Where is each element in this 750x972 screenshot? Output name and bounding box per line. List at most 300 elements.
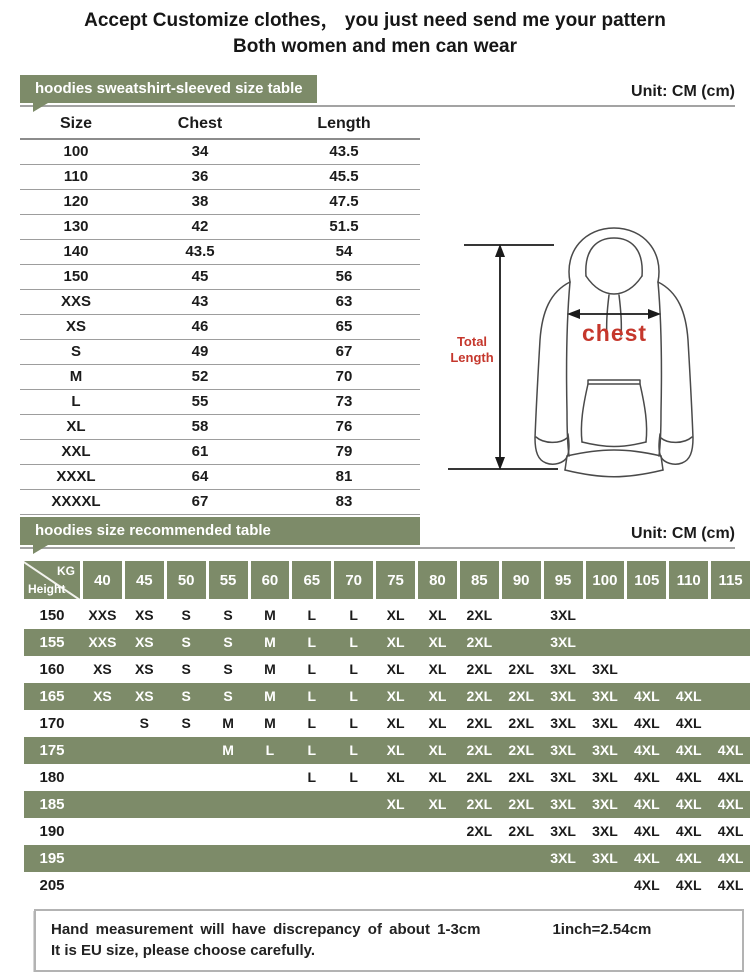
matrix-size-cell: 3XL <box>550 850 576 866</box>
matrix-size-cell: M <box>264 661 276 677</box>
size-table-cell: 130 <box>20 215 132 240</box>
matrix-size-cell: 3XL <box>550 661 576 677</box>
matrix-size-cell <box>292 818 331 845</box>
matrix-size-cell: XL <box>428 796 447 812</box>
top-note <box>0 0 750 60</box>
matrix-row-180 <box>24 764 750 791</box>
size-table-cell: 34 <box>132 139 268 165</box>
matrix-size-cell <box>292 791 331 818</box>
matrix-size-cell: L <box>349 769 358 785</box>
matrix-size-cell: 2XL <box>508 661 535 677</box>
footnote-box <box>34 909 744 972</box>
height-row-label: 195 <box>39 850 65 867</box>
matrix-size-cell: XL <box>386 715 405 731</box>
size-table-column-header: Chest <box>132 112 268 139</box>
height-row-label: 170 <box>39 715 65 732</box>
size-table-cell: 63 <box>268 290 420 315</box>
matrix-size-cell: L <box>349 715 358 731</box>
matrix-size-cell: 2XL <box>466 661 493 677</box>
matrix-size-cell: 4XL <box>675 742 702 758</box>
size-table-cell: S <box>20 340 132 365</box>
matrix-size-cell: 3XL <box>550 607 576 623</box>
matrix-size-cell <box>167 791 206 818</box>
height-row-label: 190 <box>39 823 65 840</box>
size-recommend-matrix <box>24 561 750 899</box>
matrix-size-cell <box>669 629 708 656</box>
matrix-size-cell: M <box>264 607 276 623</box>
matrix-size-cell <box>167 737 206 764</box>
matrix-size-cell: XS <box>134 688 154 704</box>
size-table-cell: XXXL <box>20 465 132 490</box>
matrix-size-cell: XL <box>386 742 405 758</box>
corner-height-label: Height <box>28 582 66 596</box>
matrix-size-cell <box>376 845 415 872</box>
matrix-size-cell: XL <box>386 688 405 704</box>
matrix-size-cell <box>586 629 625 656</box>
matrix-size-cell: XS <box>134 607 154 623</box>
matrix-size-cell: 3XL <box>550 823 576 839</box>
matrix-size-cell: 4XL <box>633 877 660 893</box>
kg-column-header: 45 <box>125 561 164 599</box>
matrix-size-cell: 4XL <box>717 823 744 839</box>
size-table-cell: 43.5 <box>268 139 420 165</box>
matrix-row-155 <box>24 629 750 656</box>
matrix-size-cell: L <box>349 661 358 677</box>
matrix-size-cell: 2XL <box>508 688 535 704</box>
section1-banner <box>20 75 317 103</box>
size-table-row <box>20 490 420 515</box>
size-table-row <box>20 290 420 315</box>
size-table-header-row <box>20 112 420 139</box>
matrix-size-cell <box>334 845 373 872</box>
matrix-header-row <box>24 561 750 599</box>
size-table-row <box>20 139 420 165</box>
matrix-size-cell <box>125 764 164 791</box>
size-table-cell: 43.5 <box>132 240 268 265</box>
matrix-size-cell: 4XL <box>675 850 702 866</box>
matrix-size-cell: 4XL <box>717 877 744 893</box>
matrix-size-cell <box>125 818 164 845</box>
height-row-label: 155 <box>39 634 65 651</box>
size-table-cell: 83 <box>268 490 420 515</box>
matrix-size-cell: XL <box>386 769 405 785</box>
matrix-size-cell <box>83 872 122 899</box>
matrix-size-cell: L <box>307 715 317 731</box>
size-table-cell: 150 <box>20 265 132 290</box>
matrix-size-cell <box>418 872 457 899</box>
matrix-size-cell <box>711 629 750 656</box>
matrix-row-170 <box>24 710 750 737</box>
size-table-cell: 110 <box>20 165 132 190</box>
size-table-row <box>20 340 420 365</box>
footnote-line-1 <box>51 919 732 940</box>
matrix-size-cell <box>83 710 122 737</box>
size-table-cell: 73 <box>268 390 420 415</box>
matrix-size-cell <box>167 845 206 872</box>
matrix-size-cell: L <box>307 634 317 650</box>
matrix-size-cell: 2XL <box>466 634 493 650</box>
matrix-size-cell <box>460 872 499 899</box>
matrix-size-cell: L <box>349 634 358 650</box>
size-table-cell: XXL <box>20 440 132 465</box>
matrix-row-165 <box>24 683 750 710</box>
size-table-cell: 42 <box>132 215 268 240</box>
matrix-size-cell: XL <box>386 661 405 677</box>
size-table-cell: 49 <box>132 340 268 365</box>
matrix-row-205 <box>24 872 750 899</box>
size-table-row <box>20 440 420 465</box>
matrix-size-cell: 2XL <box>508 823 535 839</box>
size-table-row <box>20 365 420 390</box>
matrix-size-cell <box>711 602 750 629</box>
matrix-size-cell <box>83 764 122 791</box>
kg-column-header: 50 <box>167 561 206 599</box>
matrix-size-cell: 2XL <box>508 796 535 812</box>
matrix-size-cell <box>376 818 415 845</box>
size-table-cell: 45 <box>132 265 268 290</box>
matrix-size-cell <box>586 602 625 629</box>
size-table-row <box>20 315 420 340</box>
matrix-size-cell <box>502 872 541 899</box>
matrix-row-160 <box>24 656 750 683</box>
matrix-size-cell: L <box>349 607 358 623</box>
matrix-size-cell: 4XL <box>717 850 744 866</box>
matrix-size-cell <box>711 683 750 710</box>
section1-content <box>0 107 750 513</box>
matrix-size-cell: XS <box>134 634 154 650</box>
chest-label: chest <box>582 320 648 346</box>
matrix-size-cell <box>627 656 666 683</box>
discrepancy-note: Hand measurement will have discrepancy of about 1-3cm <box>51 921 481 938</box>
kg-column-header: 70 <box>334 561 373 599</box>
matrix-size-cell <box>586 872 625 899</box>
matrix-size-cell: XL <box>428 661 447 677</box>
section2-banner <box>20 517 420 545</box>
size-table-cell: 43 <box>132 290 268 315</box>
matrix-row-150 <box>24 602 750 629</box>
size-table-cell: XXS <box>20 290 132 315</box>
matrix-size-cell: XXS <box>88 634 117 650</box>
corner-kg-label: KG <box>57 564 75 578</box>
kg-column-header: 65 <box>292 561 331 599</box>
size-table-cell: XL <box>20 415 132 440</box>
matrix-size-cell <box>669 656 708 683</box>
kg-column-header: 55 <box>209 561 248 599</box>
matrix-size-cell: 3XL <box>550 742 576 758</box>
total-length-label: Total Length <box>450 334 494 365</box>
size-table-cell: 100 <box>20 139 132 165</box>
matrix-size-cell: XL <box>386 607 405 623</box>
size-table-cell: 47.5 <box>268 190 420 215</box>
matrix-size-cell: XL <box>428 742 447 758</box>
kg-column-header: 95 <box>544 561 583 599</box>
height-row-label: 150 <box>39 607 65 624</box>
size-table-row <box>20 390 420 415</box>
matrix-size-cell <box>83 737 122 764</box>
matrix-size-cell: 4XL <box>633 688 660 704</box>
matrix-size-cell: S <box>181 607 191 623</box>
matrix-size-cell: 3XL <box>550 715 576 731</box>
size-table-row <box>20 415 420 440</box>
height-row-label: 160 <box>39 661 65 678</box>
divider <box>20 547 735 549</box>
size-table-cell: 46 <box>132 315 268 340</box>
matrix-size-cell: XL <box>428 715 447 731</box>
kg-column-header: 40 <box>83 561 122 599</box>
matrix-size-cell <box>376 872 415 899</box>
size-table-cell: 65 <box>268 315 420 340</box>
matrix-size-cell <box>502 845 541 872</box>
matrix-row-190 <box>24 818 750 845</box>
matrix-size-cell: 4XL <box>633 796 660 812</box>
matrix-size-cell <box>627 602 666 629</box>
matrix-size-cell: S <box>223 661 233 677</box>
size-table-cell: L <box>20 390 132 415</box>
matrix-size-cell: 3XL <box>592 823 618 839</box>
height-row-label: 165 <box>39 688 65 705</box>
matrix-size-cell: 3XL <box>592 715 618 731</box>
matrix-size-cell <box>125 791 164 818</box>
matrix-size-cell <box>544 872 583 899</box>
section1-banner-label: hoodies sweatshirt-sleeved size table <box>35 80 303 97</box>
matrix-size-cell <box>125 872 164 899</box>
matrix-size-cell <box>669 602 708 629</box>
matrix-size-cell: 2XL <box>508 769 535 785</box>
matrix-size-cell: 3XL <box>550 769 576 785</box>
matrix-size-cell <box>334 818 373 845</box>
matrix-size-cell <box>83 818 122 845</box>
matrix-size-cell: 4XL <box>675 877 702 893</box>
size-table-cell: 36 <box>132 165 268 190</box>
matrix-size-cell <box>167 818 206 845</box>
matrix-size-cell: S <box>223 607 233 623</box>
matrix-size-cell: XL <box>428 769 447 785</box>
matrix-size-cell: M <box>222 742 234 758</box>
section2-unit-label: Unit: CM (cm) <box>631 525 735 542</box>
kg-column-header: 80 <box>418 561 457 599</box>
size-table-column-header: Size <box>20 112 132 139</box>
matrix-body <box>24 602 750 899</box>
matrix-size-cell: 3XL <box>592 742 618 758</box>
matrix-size-cell <box>209 791 248 818</box>
matrix-size-cell <box>83 845 122 872</box>
matrix-size-cell <box>209 872 248 899</box>
matrix-size-cell <box>334 791 373 818</box>
matrix-size-cell: 2XL <box>466 769 493 785</box>
matrix-size-cell: 3XL <box>592 688 618 704</box>
matrix-size-cell <box>711 656 750 683</box>
size-table-cell: 51.5 <box>268 215 420 240</box>
kg-column-header: 85 <box>460 561 499 599</box>
matrix-size-cell: 4XL <box>675 688 702 704</box>
matrix-size-cell: M <box>264 715 276 731</box>
matrix-size-cell: S <box>181 634 191 650</box>
height-row-label: 180 <box>39 769 65 786</box>
height-row-label: 205 <box>39 877 65 894</box>
matrix-size-cell <box>83 791 122 818</box>
matrix-size-cell <box>125 845 164 872</box>
top-note-line-1: Accept Customize clothes， you just need send me your pattern <box>84 10 666 31</box>
matrix-size-cell: 2XL <box>466 823 493 839</box>
size-table-cell: 58 <box>132 415 268 440</box>
matrix-size-cell: 3XL <box>550 688 576 704</box>
matrix-size-cell <box>167 872 206 899</box>
size-table-cell: 76 <box>268 415 420 440</box>
matrix-size-cell <box>418 845 457 872</box>
size-table-cell: XS <box>20 315 132 340</box>
matrix-size-cell: 4XL <box>675 796 702 812</box>
size-table-cell: 55 <box>132 390 268 415</box>
matrix-size-cell: S <box>223 688 233 704</box>
section2-banner-label: hoodies size recommended table <box>35 522 271 539</box>
matrix-size-cell: 2XL <box>466 796 493 812</box>
matrix-size-cell: L <box>307 688 317 704</box>
size-table-cell: 52 <box>132 365 268 390</box>
matrix-size-cell <box>627 629 666 656</box>
kg-column-header: 100 <box>586 561 625 599</box>
kg-column-header: 115 <box>711 561 750 599</box>
height-row-label: 175 <box>39 742 65 759</box>
matrix-size-cell <box>711 710 750 737</box>
top-note-line-2: Both women and men can wear <box>233 36 517 57</box>
size-table-cell: 120 <box>20 190 132 215</box>
matrix-size-cell <box>209 764 248 791</box>
size-table-row <box>20 165 420 190</box>
kg-column-header: 60 <box>251 561 290 599</box>
matrix-size-cell: XS <box>93 688 112 704</box>
matrix-size-cell: S <box>181 715 191 731</box>
matrix-size-cell: S <box>139 715 149 731</box>
matrix-size-cell: S <box>181 661 191 677</box>
matrix-size-cell <box>334 872 373 899</box>
size-table-cell: M <box>20 365 132 390</box>
matrix-size-cell: XS <box>93 661 112 677</box>
footnote-line-2: It is EU size, please choose carefully. <box>51 942 316 959</box>
matrix-size-cell: 3XL <box>592 661 618 677</box>
matrix-size-cell <box>418 818 457 845</box>
matrix-size-cell <box>292 872 331 899</box>
matrix-size-cell: 2XL <box>466 607 493 623</box>
matrix-size-cell: 3XL <box>592 769 618 785</box>
matrix-size-cell: 4XL <box>717 742 744 758</box>
size-table-cell: 79 <box>268 440 420 465</box>
matrix-size-cell: 2XL <box>508 715 535 731</box>
matrix-size-cell: L <box>307 661 317 677</box>
matrix-size-cell: XL <box>428 634 447 650</box>
matrix-size-cell: 4XL <box>633 769 660 785</box>
matrix-size-cell <box>251 845 290 872</box>
matrix-size-cell <box>460 845 499 872</box>
matrix-size-cell: 2XL <box>508 742 535 758</box>
size-table-cell: 54 <box>268 240 420 265</box>
matrix-size-cell: S <box>181 688 191 704</box>
size-table-row <box>20 240 420 265</box>
matrix-size-cell: 3XL <box>592 850 618 866</box>
size-table-cell: 67 <box>268 340 420 365</box>
matrix-size-cell: S <box>223 634 233 650</box>
section1-header <box>20 75 735 103</box>
size-table-column-header: Length <box>268 112 420 139</box>
size-table-cell: 67 <box>132 490 268 515</box>
size-table-row <box>20 265 420 290</box>
kg-column-header: 105 <box>627 561 666 599</box>
matrix-size-cell: XXS <box>88 607 117 623</box>
size-table <box>20 112 420 515</box>
section1-unit-label: Unit: CM (cm) <box>631 83 735 100</box>
matrix-size-cell: L <box>265 742 275 758</box>
size-table-cell: 70 <box>268 365 420 390</box>
hoodie-diagram <box>436 216 744 494</box>
size-table-cell: 81 <box>268 465 420 490</box>
size-table-row <box>20 215 420 240</box>
matrix-size-cell: XS <box>134 661 154 677</box>
matrix-row-195 <box>24 845 750 872</box>
matrix-size-cell: M <box>222 715 234 731</box>
matrix-size-cell: 2XL <box>466 742 493 758</box>
matrix-size-cell: 4XL <box>633 742 660 758</box>
matrix-size-cell <box>292 845 331 872</box>
matrix-size-cell: M <box>264 634 276 650</box>
size-table-cell: 61 <box>132 440 268 465</box>
matrix-size-cell: XL <box>428 688 447 704</box>
matrix-size-cell <box>251 764 290 791</box>
matrix-size-cell: XL <box>386 796 405 812</box>
matrix-size-cell: L <box>349 688 358 704</box>
matrix-size-cell <box>502 629 541 656</box>
matrix-row-185 <box>24 791 750 818</box>
matrix-size-cell: 3XL <box>550 796 576 812</box>
matrix-size-cell: L <box>307 769 317 785</box>
matrix-size-cell <box>251 818 290 845</box>
matrix-size-cell <box>502 602 541 629</box>
matrix-size-cell <box>167 764 206 791</box>
matrix-size-cell: 4XL <box>633 715 660 731</box>
matrix-size-cell: L <box>307 607 317 623</box>
inch-conversion-note: 1inch=2.54cm <box>552 921 652 938</box>
matrix-size-cell <box>209 818 248 845</box>
matrix-size-cell: 2XL <box>466 715 493 731</box>
matrix-size-cell: 4XL <box>675 715 702 731</box>
size-table-cell: 56 <box>268 265 420 290</box>
matrix-size-cell: 4XL <box>717 796 744 812</box>
matrix-size-cell: M <box>264 688 276 704</box>
matrix-size-cell: XL <box>428 607 447 623</box>
kg-column-header: 110 <box>669 561 708 599</box>
size-table-row <box>20 465 420 490</box>
kg-column-header: 75 <box>376 561 415 599</box>
matrix-size-cell: 4XL <box>675 823 702 839</box>
size-table-cell: 38 <box>132 190 268 215</box>
matrix-size-cell: 4XL <box>675 769 702 785</box>
matrix-corner-cell <box>24 561 80 599</box>
banner-tail-icon <box>33 545 48 554</box>
matrix-size-cell: L <box>307 742 317 758</box>
matrix-size-cell: L <box>349 742 358 758</box>
matrix-size-cell <box>251 791 290 818</box>
size-table-cell: 64 <box>132 465 268 490</box>
matrix-row-175 <box>24 737 750 764</box>
matrix-size-cell <box>251 872 290 899</box>
size-table-row <box>20 190 420 215</box>
matrix-size-cell: 2XL <box>466 688 493 704</box>
section2-header <box>20 517 735 545</box>
matrix-size-cell: 4XL <box>633 823 660 839</box>
matrix-size-cell: 4XL <box>717 769 744 785</box>
size-table-cell: 140 <box>20 240 132 265</box>
matrix-size-cell <box>209 845 248 872</box>
matrix-size-cell: 3XL <box>550 634 576 650</box>
size-table-cell: XXXXL <box>20 490 132 515</box>
